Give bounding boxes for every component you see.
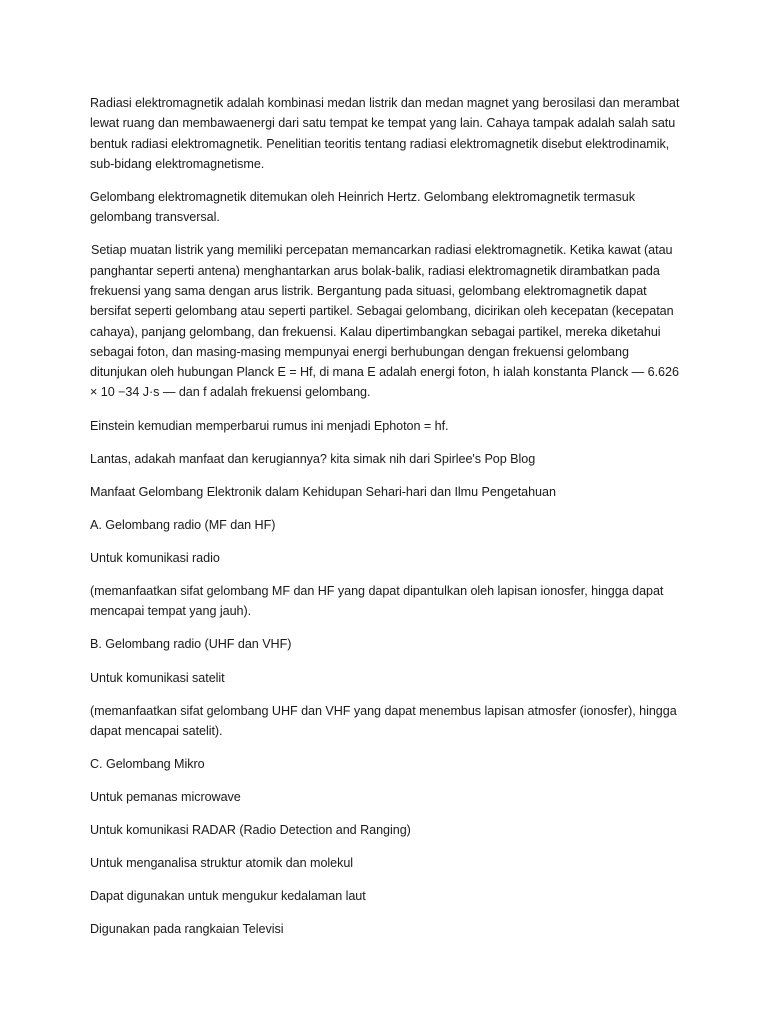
paragraph-blog: Lantas, adakah manfaat dan kerugiannya? kita simak nih dari Spirlee's Pop Blog bbox=[90, 451, 536, 466]
item-use-c-2: Untuk komunikasi RADAR (Radio Detection and Ranging) bbox=[90, 823, 411, 838]
item-use-a: Untuk komunikasi radio bbox=[90, 550, 220, 565]
item-use-b: Untuk komunikasi satelit bbox=[90, 670, 225, 685]
item-use-c-4: Dapat digunakan untuk mengukur kedalaman laut bbox=[90, 889, 366, 904]
paragraph-hertz: Gelombang elektromagnetik ditemukan oleh Heinrich Hertz. Gelombang elektromagnetik termasuk gelombang transversal. bbox=[90, 189, 635, 225]
paragraph-einstein: Einstein kemudian memperbarui rumus ini menjadi Ephoton = hf. bbox=[90, 418, 449, 433]
paragraph-intro: Radiasi elektromagnetik adalah kombinasi medan listrik dan medan magnet yang berosilasi dan merambat lewat ruang dan membawaenergi dari satu tempat ke tempat yang lain. Cahaya tampak adalah salah satu bentuk radiasi elektromagnetik. Penelitian teoritis tentang radiasi elektromagnetik disebut elektrodinamik, sub-bidang elektromagnetisme. bbox=[90, 96, 680, 171]
item-heading-a: A. Gelombang radio (MF dan HF) bbox=[90, 517, 276, 532]
section-heading: Manfaat Gelombang Elektronik dalam Kehidupan Sehari-hari dan Ilmu Pengetahuan bbox=[90, 484, 556, 499]
item-heading-b: B. Gelombang radio (UHF dan VHF) bbox=[90, 637, 292, 652]
paragraph-planck: Setiap muatan listrik yang memiliki percepatan memancarkan radiasi elektromagnetik. Ketika kawat (atau panghantar seperti antena) menghantarkan arus bolak-balik, radiasi elektromagnetik dirambatkan pada frekuensi yang sama dengan arus listrik. Bergantung pada situasi, gelombang elektromagnetik dapat bersifat seperti gelombang atau seperti partikel. Sebagai gelombang, dicirikan oleh kecepatan (kecepatan cahaya), panjang gelombang, dan frekuensi. Kalau dipertimbangkan sebagai partikel, mereka diketahui sebagai foton, dan masing-masing mempunyai energi berhubungan dengan frekuensi gelombang ditunjukan oleh hubungan Planck E = Hf, di mana E adalah energi foton, h ialah konstanta Planck — 6.626 × 10 −34 J·s — dan f adalah frekuensi gelombang. bbox=[90, 243, 679, 400]
item-use-c-1: Untuk pemanas microwave bbox=[90, 790, 241, 805]
item-use-c-3: Untuk menganalisa struktur atomik dan molekul bbox=[90, 856, 354, 871]
item-note-a: (memanfaatkan sifat gelombang MF dan HF yang dapat dipantulkan oleh lapisan ionosfer, hingga dapat mencapai tempat yang jauh). bbox=[90, 584, 664, 619]
item-note-b: (memanfaatkan sifat gelombang UHF dan VHF yang dapat menembus lapisan atmosfer (ionosfer), hingga dapat mencapai satelit). bbox=[90, 703, 677, 738]
item-use-c-5: Digunakan pada rangkaian Televisi bbox=[90, 922, 284, 937]
item-heading-c: C. Gelombang Mikro bbox=[90, 756, 205, 771]
document-body bbox=[90, 93, 680, 953]
